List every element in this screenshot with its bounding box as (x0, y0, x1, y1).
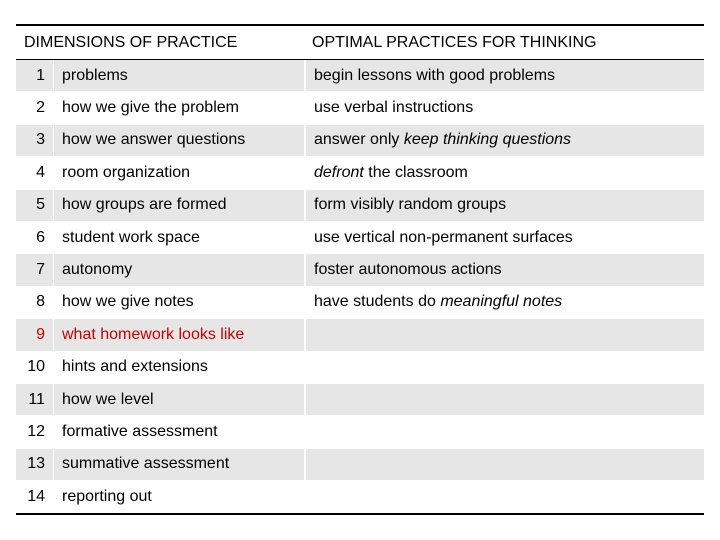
header-dimensions: DIMENSIONS OF PRACTICE (24, 33, 238, 51)
table-row (16, 352, 704, 384)
table-row (16, 481, 704, 513)
row-number: 4 (16, 157, 54, 188)
row-number: 5 (16, 190, 54, 221)
table-row (16, 60, 704, 92)
dimension-cell: how we answer questions (62, 131, 246, 149)
dimension-cell: what homework looks like (62, 325, 245, 343)
row-number: 12 (16, 416, 54, 447)
row-number: 10 (16, 352, 54, 383)
row-number: 7 (16, 254, 54, 285)
row-number: 1 (16, 60, 54, 91)
dimension-cell: formative assessment (62, 422, 218, 440)
dimension-cell: room organization (62, 163, 191, 181)
practice-cell (306, 449, 704, 480)
practice-cell (306, 384, 704, 415)
practice-text: answer only (314, 131, 404, 149)
table-row (16, 384, 704, 416)
table-row (16, 287, 704, 319)
row-number: 14 (16, 481, 54, 512)
table-row (16, 416, 704, 448)
dimension-cell: hints and extensions (62, 358, 208, 376)
practice-cell (306, 352, 704, 383)
practice-emphasis: defront (314, 163, 364, 181)
practice-cell (306, 190, 704, 221)
table-header (16, 26, 704, 60)
practice-emphasis: keep thinking questions (403, 131, 572, 149)
practice-cell (306, 254, 704, 285)
practice-text: begin lessons with good problems (314, 66, 556, 84)
practice-cell (306, 287, 704, 318)
practice-cell (306, 92, 704, 123)
practice-cell (306, 125, 704, 156)
table-row (16, 449, 704, 481)
table-row (16, 190, 704, 222)
practice-cell (306, 222, 704, 253)
practice-emphasis: meaningful notes (440, 293, 563, 311)
dimension-cell: student work space (62, 228, 200, 246)
practice-text: have students do (314, 293, 441, 311)
header-practices: OPTIMAL PRACTICES FOR THINKING (312, 33, 597, 51)
dimension-cell: how we give the problem (62, 99, 239, 117)
table-row (16, 222, 704, 254)
row-number: 6 (16, 222, 54, 253)
table-row (16, 254, 704, 286)
practice-cell (306, 481, 704, 512)
dimension-cell: how groups are formed (62, 196, 227, 214)
dimension-cell: how we give notes (62, 293, 194, 311)
table-row (16, 157, 704, 189)
table-row (16, 92, 704, 124)
dimension-cell: autonomy (62, 261, 133, 279)
dimension-cell: how we level (62, 390, 154, 408)
practice-text-tail: the classroom (363, 163, 468, 181)
table-body (16, 60, 704, 513)
practice-cell (306, 416, 704, 447)
practice-cell (306, 157, 704, 188)
row-number: 8 (16, 287, 54, 318)
practice-text: form visibly random groups (314, 196, 507, 214)
row-number: 3 (16, 125, 54, 156)
practice-text: foster autonomous actions (314, 261, 502, 279)
row-number: 11 (16, 384, 54, 415)
bottom-rule (16, 513, 704, 515)
dimension-cell: summative assessment (62, 455, 230, 473)
row-number: 13 (16, 449, 54, 480)
practice-text: use vertical non-permanent surfaces (314, 228, 573, 246)
dimension-cell: reporting out (62, 487, 152, 505)
practice-cell (306, 60, 704, 91)
table-row (16, 319, 704, 351)
practice-cell (306, 319, 704, 350)
practices-table (16, 24, 704, 515)
row-number: 9 (16, 319, 54, 350)
table-row (16, 125, 704, 157)
row-number: 2 (16, 92, 54, 123)
dimension-cell: problems (62, 66, 128, 84)
practice-text: use verbal instructions (314, 99, 474, 117)
